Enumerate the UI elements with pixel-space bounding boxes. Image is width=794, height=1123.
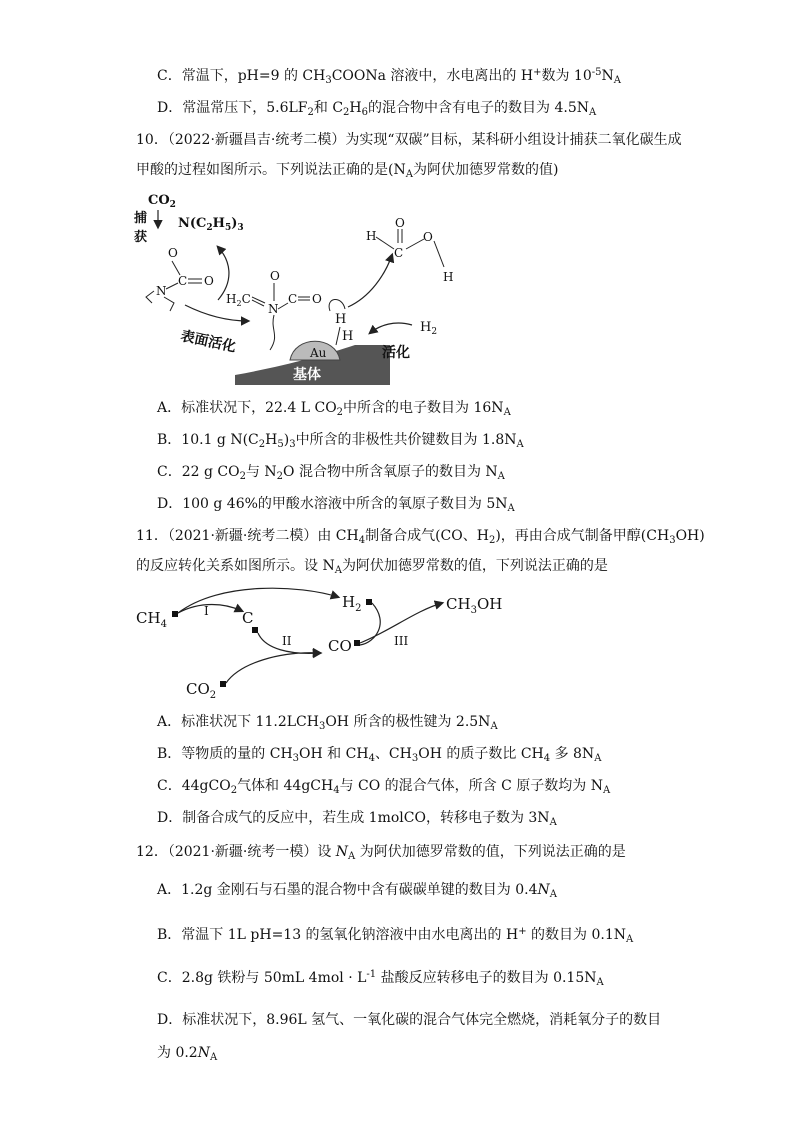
au-label: Au xyxy=(310,346,327,360)
q10-option-d: D．100 g 46%的甲酸水溶液中所含的氧原子数目为 $5N_A$ xyxy=(157,496,515,514)
h2c-label: $H_2C$ xyxy=(226,292,251,308)
q11-option-c: C．44gCO$_2$气体和 44gCH$_4$与 CO 的混合气体，所含 C 原子数均为 $N_A$ xyxy=(157,778,611,796)
q11-stem-line1: 11．（2021·新疆·统考二模）由 $CH_4$制备合成气(CO、$H_2$)，再由合成气制备甲醇$(CH_3OH)$ xyxy=(136,528,705,546)
capture-label-2: 获 xyxy=(134,230,148,245)
q10-stem-line2: 甲酸的过程如图所示。下列说法正确的是($N_A$为阿伏加德罗常数的值) xyxy=(136,162,559,180)
co2-label: $CO_2$ xyxy=(148,193,176,210)
svg-text:O: O xyxy=(312,292,322,306)
q11-stem-line2: 的反应转化关系如图所示。设 $N_A$为阿伏加德罗常数的值，下列说法正确的是 xyxy=(136,558,608,576)
svg-text:O: O xyxy=(423,230,433,244)
svg-text:II: II xyxy=(282,634,292,648)
co-label: CO xyxy=(328,637,352,655)
svg-text:H: H xyxy=(443,270,454,284)
surface-activation-label: 表面活化 xyxy=(179,328,238,356)
q10-option-b: B．10.1 g $N(C_2H_5)_3$中所含的非极性共价键数目为 $1.8N_A$ xyxy=(157,432,524,450)
q10-option-c: C．22 g $CO_2$与 $N_2O$ 混合物中所含氧原子的数目为 $N_A$ xyxy=(157,464,505,482)
svg-text:H: H xyxy=(342,329,354,344)
svg-text:O: O xyxy=(168,246,178,260)
q11-option-b: B．等物质的量的 $CH_3OH$ 和 $CH_4$、$CH_3OH$ 的质子数比 $CH_4$ 多 $8N_A$ xyxy=(157,746,602,764)
base-label: 基体 xyxy=(293,367,321,383)
q12-option-a: A．1.2g 金刚石与石墨的混合物中含有碳碳单键的数目为 $0.4N_A$ xyxy=(157,882,557,900)
activation-label: 活化 xyxy=(382,345,410,361)
h2-label: $H_2$ xyxy=(342,593,362,614)
svg-text:C: C xyxy=(178,274,188,288)
q12-option-d-line2: 为 $0.2N_A$ xyxy=(157,1045,218,1063)
q10-stem-line1: 10．（2022·新疆昌吉·统考二模）为实现“双碳”目标，某科研小组设计捕获二氧化碳生成 xyxy=(136,132,682,148)
q12-option-b: B．常温下 1L pH=13 的氢氧化钠溶液中由水电离出的 H+ 的数目为 $0.1N_A$ xyxy=(157,926,634,945)
c-label: C xyxy=(242,609,254,627)
ch4-label: $CH_4$ xyxy=(136,609,167,630)
svg-text:H: H xyxy=(366,229,377,243)
svg-text:N: N xyxy=(156,284,167,298)
q12-option-c: C．2.8g 铁粉与 50mL $4mol \cdot L^{-1}$ 盐酸反应转移电子的数目为 $0.15N_A$ xyxy=(157,969,604,988)
co2-label: $CO_2$ xyxy=(186,680,217,701)
svg-text:I: I xyxy=(204,604,209,618)
q11-option-d: D．制备合成气的反应中，若生成 1molCO，转移电子数为 $3N_A$ xyxy=(157,810,557,828)
svg-text:III: III xyxy=(394,634,409,648)
svg-text:O: O xyxy=(395,216,405,230)
svg-text:N: N xyxy=(268,302,279,316)
capture-label-1: 捕 xyxy=(134,211,148,226)
q10-reaction-figure xyxy=(130,185,480,390)
h2-label: $H_2$ xyxy=(420,320,438,337)
q10-option-a: A．标准状况下，22.4 L $CO_2$中所含的电子数目为 $16N_A$ xyxy=(157,400,511,418)
svg-text:O: O xyxy=(270,269,280,283)
svg-text:H: H xyxy=(335,312,347,327)
q9-option-d: D．常温常压下，$5.6LF_2$和 $C_2H_6$的混合物中含有电子的数目为 $4.5N_A$ xyxy=(157,100,597,118)
amine-label: $N(C_2H_5)_3$ xyxy=(178,216,244,233)
q12-stem: 12．（2021·新疆·统考一模）设 $N_A$ 为阿伏加德罗常数的值，下列说法正确的是 xyxy=(136,844,626,862)
svg-text:C: C xyxy=(288,292,298,306)
svg-text:O: O xyxy=(204,274,214,288)
ch3oh-label: $CH_3OH$ xyxy=(446,595,503,616)
q9-option-c: C．常温下，pH=9 的 $CH_3COONa$ 溶液中，水电离出的 H+数为 $10^{-5}N_A$ xyxy=(157,67,621,86)
svg-text:C: C xyxy=(394,246,404,260)
q12-option-d-line1: D．标准状况下，8.96L 氢气、一氧化碳的混合气体完全燃烧，消耗氧分子的数目 xyxy=(157,1012,662,1028)
q11-conversion-figure xyxy=(130,583,510,703)
q11-option-a: A．标准状况下 $11.2LCH_3OH$ 所含的极性键为 $2.5N_A$ xyxy=(157,714,498,732)
